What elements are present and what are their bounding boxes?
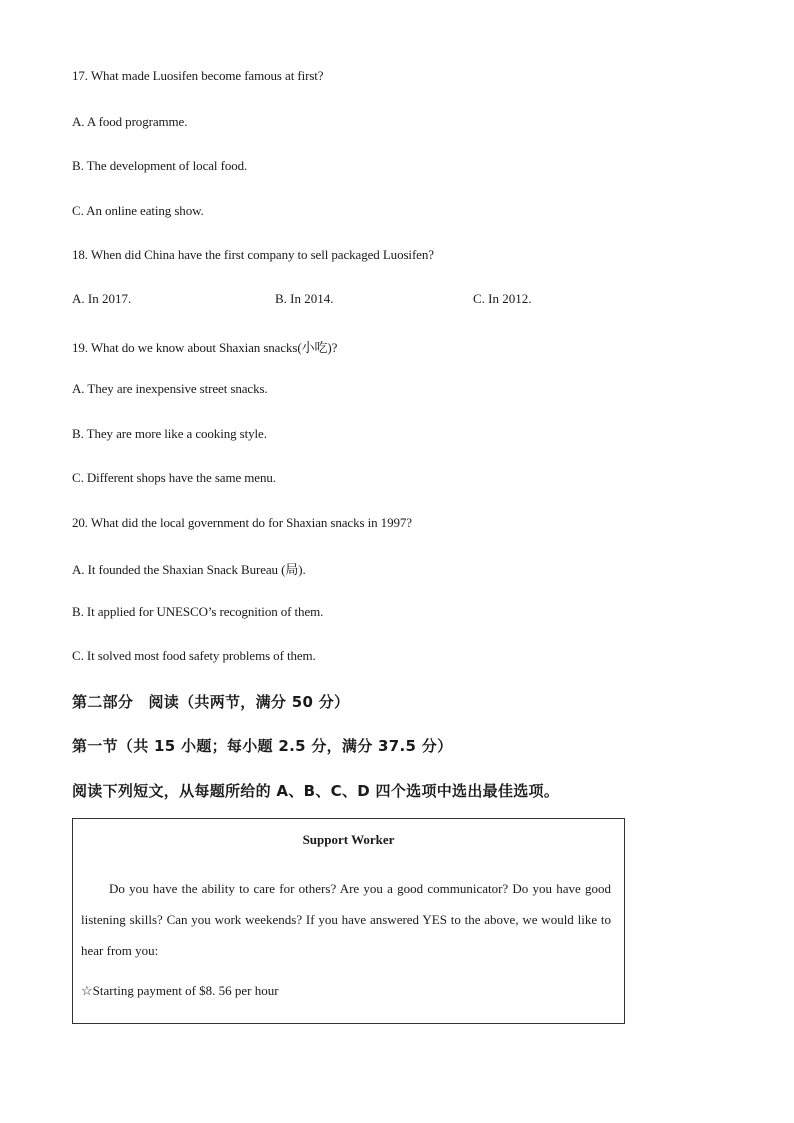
q19-question: 19. What do we know about Shaxian snacks(小吃)? xyxy=(72,340,338,355)
q17-option-c: C. An online eating show. xyxy=(72,203,204,218)
section-subheading: 第一节（共 15 小题；每小题 2.5 分，满分 37.5 分） xyxy=(72,737,453,755)
section-heading: 第二部分 阅读（共两节，满分 50 分） xyxy=(72,693,350,711)
q19-option-b: B. They are more like a cooking style. xyxy=(72,426,267,441)
passage-paragraph: Do you have the ability to care for others? Are you a good communicator? Do you have good listening skills? Can you work weekends? If you have answered YES to the above, we would like to hear from you: xyxy=(81,881,611,958)
passage-item: ☆Starting payment of $8. 56 per hour xyxy=(81,983,279,998)
q20-option-a: A. It founded the Shaxian Snack Bureau (局). xyxy=(72,562,306,577)
section-instruction: 阅读下列短文，从每题所给的 A、B、C、D 四个选项中选出最佳选项。 xyxy=(72,782,560,800)
q18-option-a: A. In 2017. xyxy=(72,291,132,306)
q18-option-c: C. In 2012. xyxy=(473,291,532,306)
q17-option-a: A. A food programme. xyxy=(72,114,188,129)
q17-option-b: B. The development of local food. xyxy=(72,158,248,173)
q20-question: 20. What did the local government do for Shaxian snacks in 1997? xyxy=(72,515,412,530)
q20-option-c: C. It solved most food safety problems of them. xyxy=(72,648,316,663)
q18-option-b: B. In 2014. xyxy=(275,291,334,306)
passage-title: Support Worker xyxy=(302,832,395,847)
q17-question: 17. What made Luosifen become famous at first? xyxy=(72,68,324,83)
passage-box xyxy=(72,818,625,1024)
q20-option-b: B. It applied for UNESCO’s recognition of them. xyxy=(72,604,324,619)
q18-question: 18. When did China have the first company to sell packaged Luosifen? xyxy=(72,247,434,262)
q19-option-c: C. Different shops have the same menu. xyxy=(72,470,276,485)
q19-option-a: A. They are inexpensive street snacks. xyxy=(72,381,268,396)
